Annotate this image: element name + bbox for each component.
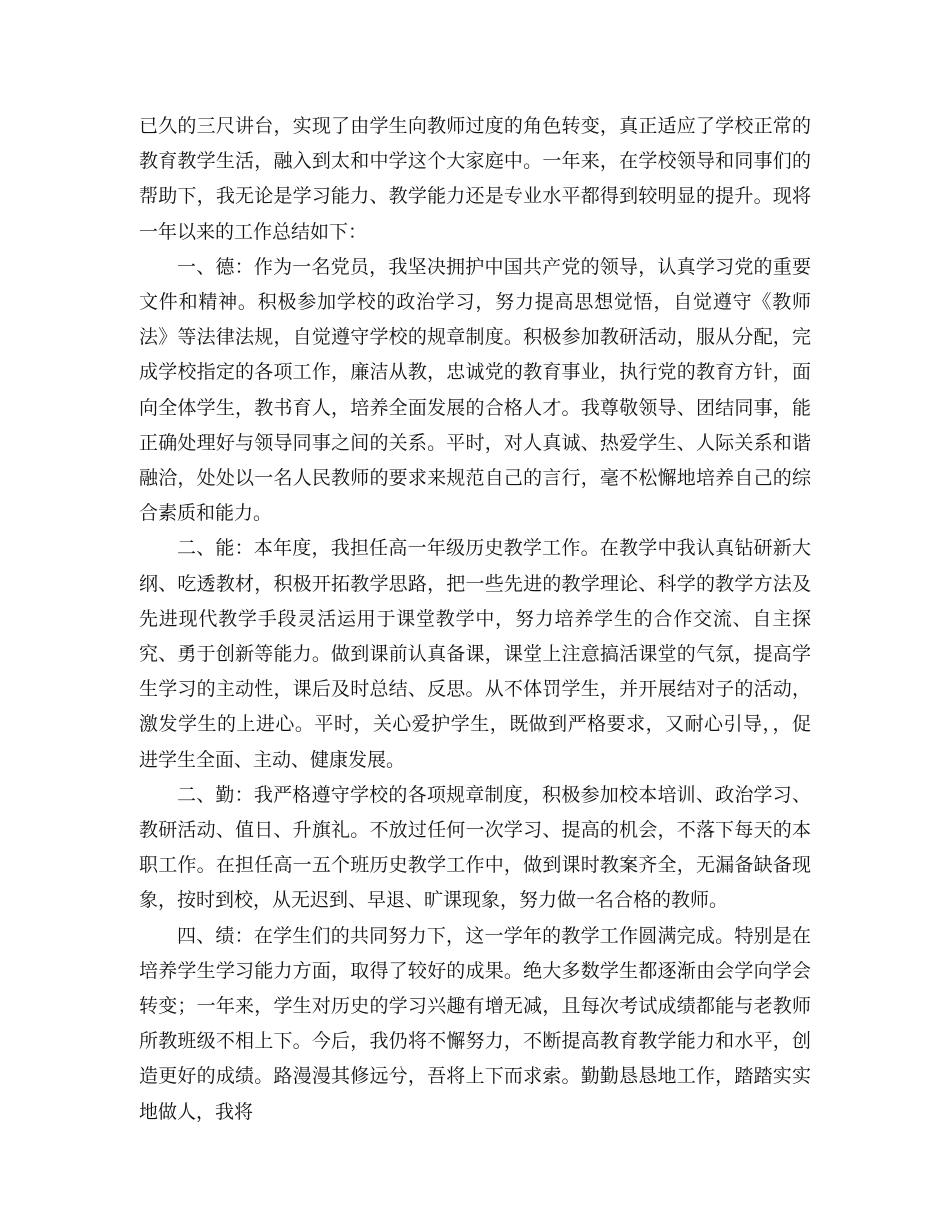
document-body xyxy=(139,109,811,1130)
paragraph-virtue: 一、德：作为一名党员，我坚决拥护中国共产党的领导，认真学习党的重要文件和精神。积极参加学校的政治学习，努力提高思想觉悟，自觉遵守《教师法》等法律法规，自觉遵守学校的规章制度。积极参加教研活动，服从分配，完成学校指定的各项工作，廉洁从教，忠诚党的教育事业，执行党的教育方针，面向全体学生，教书育人，培养全面发展的合格人才。我尊敬领导、团结同事，能正确处理好与领导同事之间的关系。平时，对人真诚、热爱学生、人际关系和谐融洽，处处以一名人民教师的要求来规范自己的言行，毫不松懈地培养自己的综合素质和能力。 xyxy=(139,255,811,525)
paragraph-diligence: 二、勤：我严格遵守学校的各项规章制度，积极参加校本培训、政治学习、教研活动、值日、升旗礼。不放过任何一次学习、提高的机会，不落下每天的本职工作。在担任高一五个班历史教学工作中，做到课时教案齐全，无漏备缺备现象，按时到校，从无迟到、早退、旷课现象，努力做一名合格的教师。 xyxy=(139,783,811,912)
paragraph-ability: 二、能：本年度，我担任高一年级历史教学工作。在教学中我认真钻研新大纲、吃透教材，积极开拓教学思路，把一些先进的教学理论、科学的教学方法及先进现代教学手段灵活运用于课堂教学中，努力培养学生的合作交流、自主探究、勇于创新等能力。做到课前认真备课，课堂上注意搞活课堂的气氛，提高学生学习的主动性，课后及时总结、反思。从不体罚学生，并开展结对子的活动，激发学生的上进心。平时，关心爱护学生，既做到严格要求，又耐心引导，，促进学生全面、主动、健康发展。 xyxy=(139,537,811,771)
paragraph-intro-continued: 已久的三尺讲台，实现了由学生向教师过度的角色转变，真正适应了学校正常的教育教学生活，融入到太和中学这个大家庭中。一年来，在学校领导和同事们的帮助下，我无论是学习能力、教学能力还是专业水平都得到较明显的提升。现将一年以来的工作总结如下： xyxy=(139,115,811,243)
paragraph-achievement: 四、绩：在学生们的共同努力下，这一学年的教学工作圆满完成。特别是在培养学生学习能力方面，取得了较好的成果。绝大多数学生都逐渐由会学向学会转变；一年来，学生对历史的学习兴趣有增无减，且每次考试成绩都能与老教师所教班级不相上下。今后，我仍将不懈努力，不断提高教育教学能力和水平，创造更好的成绩。路漫漫其修远兮，吾将上下而求索。勤勤恳恳地工作，踏踏实实地做人，我将 xyxy=(139,924,811,1123)
